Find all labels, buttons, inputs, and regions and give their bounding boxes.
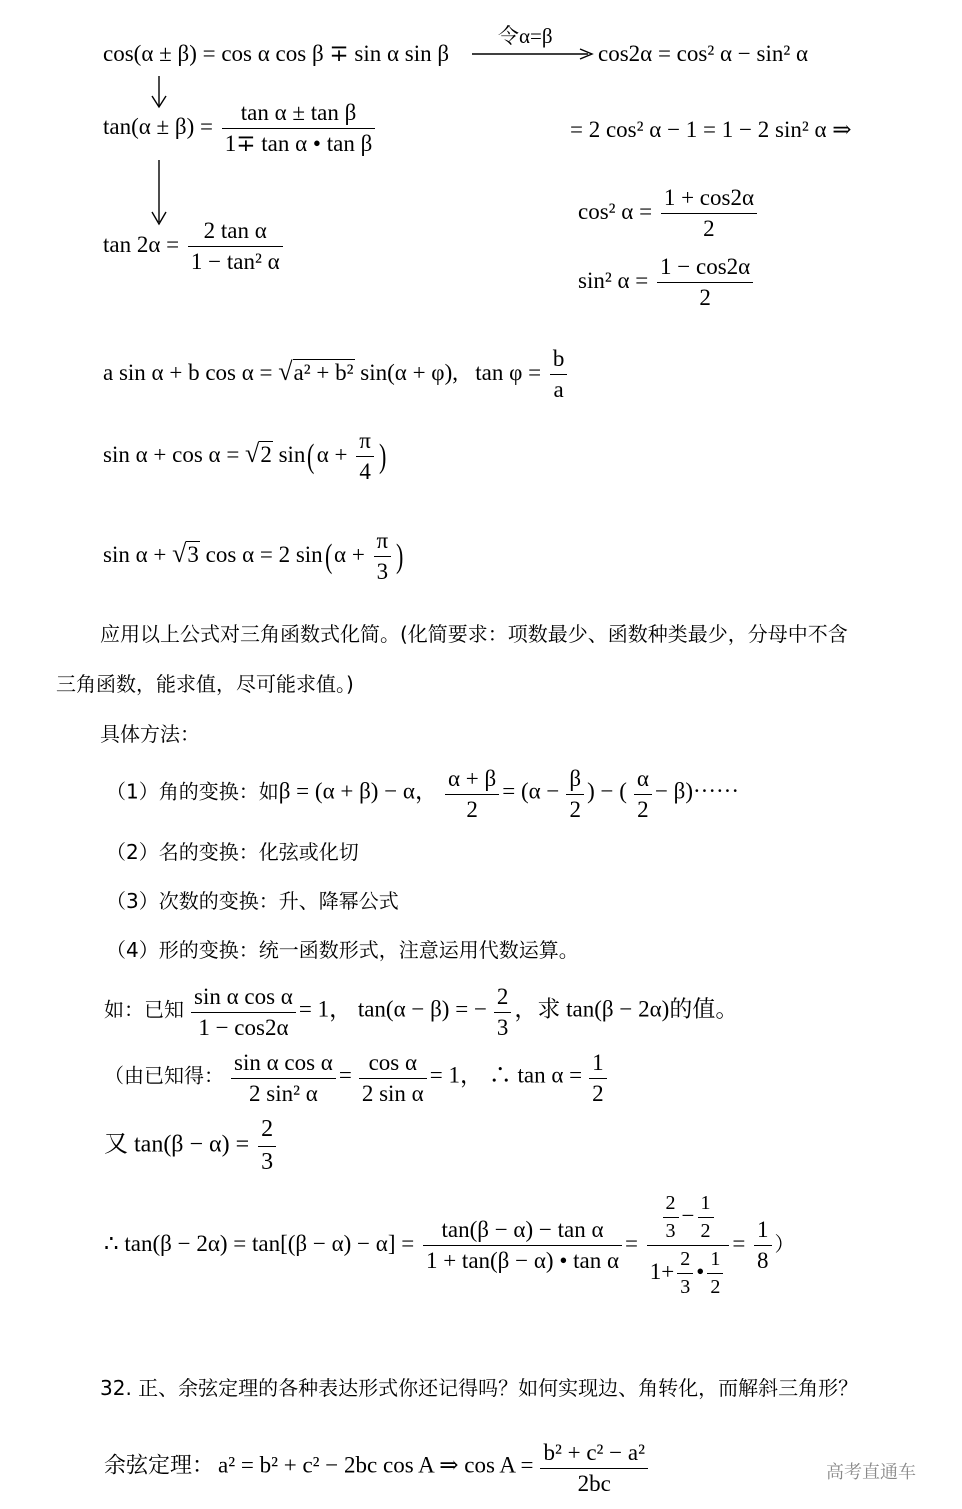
watermark: 高考直通车: [826, 1462, 916, 1483]
paragraph-line-2: 三角函数，能求值，尽可能求值。): [56, 672, 354, 696]
tan2a-formula: tan 2α = $\frac{\text{2 tan α}}{\text{1 − tan² α}}$: [103, 218, 286, 276]
auxiliary-angle-formula: a sin α + b cos α = √a² + b² sin(α + φ), tan φ = $\frac{b}{a}$: [103, 346, 570, 404]
method-3: （3）次数的变换：升、降幂公式: [106, 889, 399, 913]
sin-square-denominator: 2: [699, 285, 711, 311]
cos-sum-formula: cos(α ± β) = cos α cos β ∓ sin α sin β: [103, 41, 450, 66]
tan-phi-numerator: b: [550, 346, 568, 375]
tan-sum-denominator: 1∓ tan α • tan β: [224, 131, 373, 157]
solution-final: ∴ tan(β − 2α) = tan[(β − α) − α] = $\frac{\text{tan(β − α) − tan α}}{\text{1 + tan(β − α) • tan α}}$ = $\frac{2}{3}$ − $\frac{1}{2}$ 1+ $\frac{2}{3}$ • $\frac{1}{2}$ = $\frac{1}{8}$ ）: [104, 1192, 795, 1298]
tan-sum-numerator: tan α ± tan β: [222, 100, 376, 129]
methods-title: 具体方法：: [100, 722, 200, 746]
method-2: （2）名的变换：化弦或化切: [106, 840, 359, 864]
cosine-law: 余弦定理： a² = b² + c² − 2bc cos A ⇒ cos A = $\frac{\text{b² + c² − a²}}{2bc}$: [104, 1440, 651, 1498]
tan-sum-formula: tan(α ± β) = $\frac{\text{tan α ± tan β}}{\text{1∓ tan α • tan β}}$: [103, 100, 378, 158]
arrow-label: 令α=β: [498, 24, 553, 48]
cos-square-numerator: 1 + cos2α: [661, 185, 757, 214]
sin-plus-cos-formula: sin α + cos α = √2 sin(α + $\frac{\pi}{4}$ ): [103, 428, 387, 485]
question-32: 32. 正、余弦定理的各种表达形式你还记得吗？如何实现边、角转化，而解斜三角形？: [100, 1376, 859, 1400]
solution-step-1: （由已知得： $\frac{\text{sin α cos α}}{\text{2 sin² α}}$ = $\frac{\text{cos α}}{\text{2 sin α}}$ = 1， ∴ tan α = $\frac{1}{2}$: [104, 1050, 610, 1108]
cos-square-formula: cos² α = $\frac{1 + \cos 2\alpha}{2}$: [578, 185, 760, 243]
sin-plus-sqrt3-cos-formula: sin α + √3 cos α = 2 sin(α + $\frac{\pi}{3}$ ): [103, 528, 404, 585]
cos2a-continued: = 2 cos² α − 1 = 1 − 2 sin² α ⇒: [570, 117, 852, 142]
cos-square-denominator: 2: [703, 216, 715, 242]
cos2a-formula: cos2α = cos² α − sin² α: [598, 41, 809, 66]
example-problem: 如：已知 $\frac{\text{sin α cos α}}{1 - \cos 2\alpha}$ = 1， tan(α − β) = − $\frac{2}{3}$ ，求 tan(β − 2α)的值。: [104, 984, 739, 1041]
tan2a-denominator: 1 − tan² α: [190, 249, 280, 275]
method-4: （4）形的变换：统一函数形式，注意运用代数运算。: [106, 938, 579, 962]
sin-square-formula: sin² α = $\frac{1 - \cos 2\alpha}{2}$: [578, 254, 756, 312]
tan2a-numerator: 2 tan α: [188, 218, 283, 247]
tan-phi-denominator: a: [553, 377, 564, 403]
paragraph-line-1: 应用以上公式对三角函数式化简。(化简要求：项数最少、函数种类最少，分母中不含: [100, 622, 848, 646]
solution-step-2: 又 tan(β − α) = $\frac{2}{3}$: [104, 1116, 279, 1176]
right-arrow-icon: [470, 44, 596, 60]
method-1: （1）角的变换：如β = (α + β) − α， $\frac{\alpha + \beta}{2}$ = (α − $\frac{\beta}{2}$ ) − ( $\frac{\alpha}{2}$ − β)······: [106, 766, 739, 823]
sin-square-numerator: 1 − cos2α: [657, 254, 753, 283]
